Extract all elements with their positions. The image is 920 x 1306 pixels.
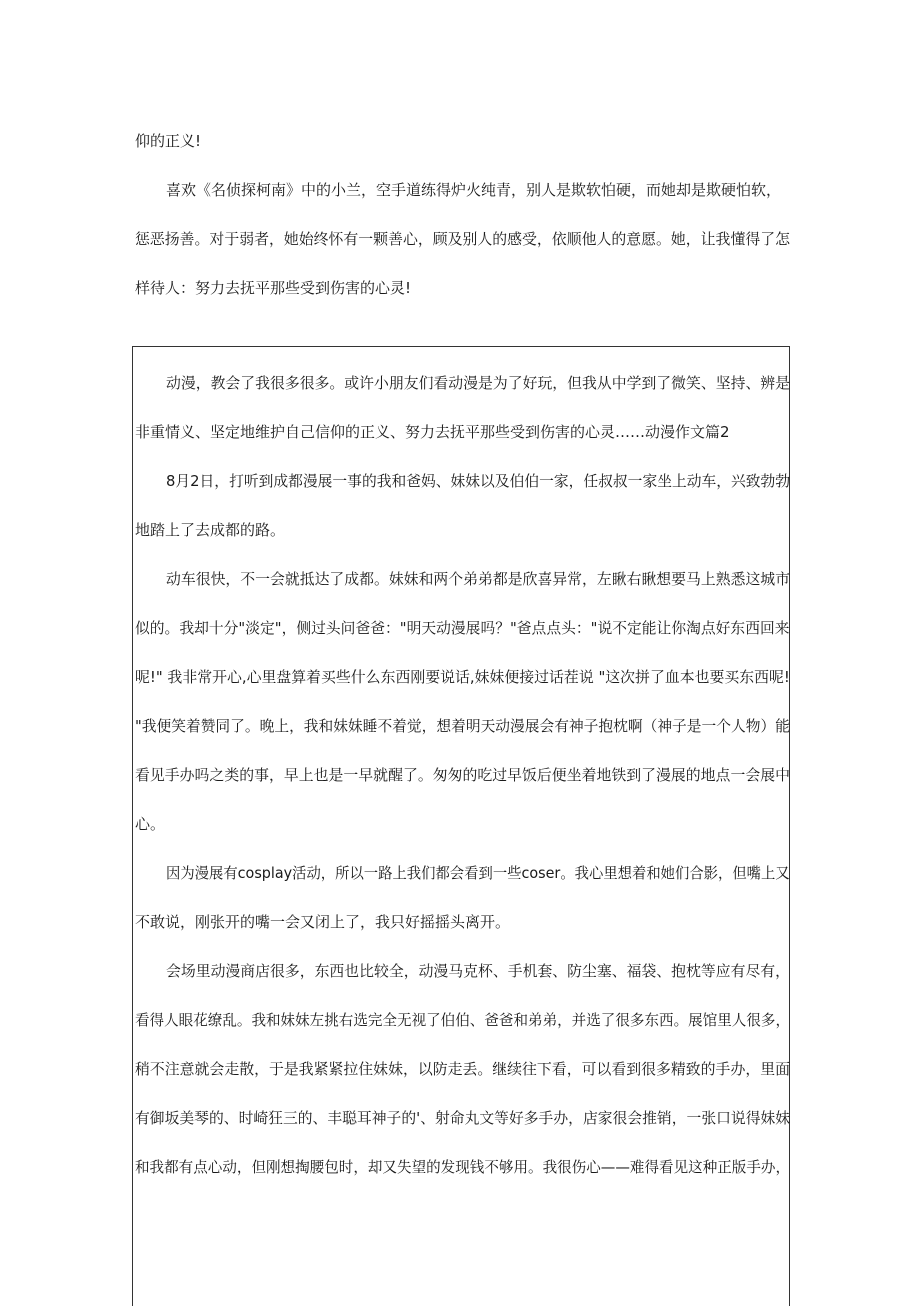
paragraph-line: 因为漫展有cosplay活动，所以一路上我们都会看到一些coser。我心里想着和她们合影，但嘴上又 — [166, 864, 790, 882]
paragraph-line: 动车很快，不一会就抵达了成都。妹妹和两个弟弟都是欣喜异常，左瞅右瞅想要马上熟悉这城市 — [166, 570, 791, 588]
paragraph-line: 喜欢《名侦探柯南》中的小兰，空手道练得炉火纯青，别人是欺软怕硬，而她却是欺硬怕软， — [166, 181, 782, 199]
paragraph-line: 8月2日，打听到成都漫展一事的我和爸妈、妹妹以及伯伯一家，任叔叔一家坐上动车，兴致勃勃 — [166, 472, 791, 490]
paragraph-line: 非重情义、坚定地维护自己信仰的正义、努力去抚平那些受到伤害的心灵……动漫作文篇2 — [135, 423, 730, 441]
paragraph-line: 看得人眼花缭乱。我和妹妹左挑右选完全无视了伯伯、爸爸和弟弟，并选了很多东西。展馆里人很多， — [135, 1011, 791, 1029]
paragraph-line: 地踏上了去成都的路。 — [135, 521, 286, 539]
paragraph-line: 样待人：努力去抚平那些受到伤害的心灵! — [135, 279, 412, 297]
paragraph-line: "我便笑着赞同了。晚上，我和妹妹睡不着觉，想着明天动漫展会有神子抱枕啊（神子是一个人物）能 — [135, 717, 790, 735]
paragraph-line: 看见手办吗之类的事，早上也是一早就醒了。匆匆的吃过早饭后便坐着地铁到了漫展的地点一会展中 — [135, 766, 790, 784]
paragraph-line: 动漫，教会了我很多很多。或许小朋友们看动漫是为了好玩，但我从中学到了微笑、坚持、辨是 — [166, 374, 791, 392]
paragraph-line: 有御坂美琴的、时崎狂三的、丰聪耳神子的'、射命丸文等好多手办，店家很会推销，一张口说得妹妹 — [135, 1109, 791, 1127]
paragraph-line: 会场里动漫商店很多，东西也比较全，动漫马克杯、手机套、防尘塞、福袋、抱枕等应有尽有， — [166, 962, 791, 980]
paragraph-line: 仰的正义! — [135, 132, 202, 150]
paragraph-line: 不敢说，刚张开的嘴一会又闭上了，我只好摇摇头离开。 — [135, 913, 511, 931]
paragraph-line: 心。 — [135, 815, 166, 833]
paragraph-line: 稍不注意就会走散，于是我紧紧拉住妹妹，以防走丢。继续往下看，可以看到很多精致的手办，里面 — [135, 1060, 790, 1078]
paragraph-line: 似的。我却十分"淡定"，侧过头问爸爸："明天动漫展吗？"爸点点头："说不定能让你淘点好东西回来 — [135, 619, 790, 637]
paragraph-line: 和我都有点心动，但刚想掏腰包时，却又失望的发现钱不够用。我很伤心——难得看见这种正版手办， — [135, 1158, 791, 1176]
paragraph-line: 惩恶扬善。对于弱者，她始终怀有一颗善心，顾及别人的感受，依顺他人的意愿。她，让我懂得了怎 — [135, 230, 790, 248]
paragraph-line: 呢!" 我非常开心,心里盘算着买些什么东西刚要说话,妹妹便接过话茬说 "这次拼了血本也要买东西呢! — [135, 668, 790, 686]
